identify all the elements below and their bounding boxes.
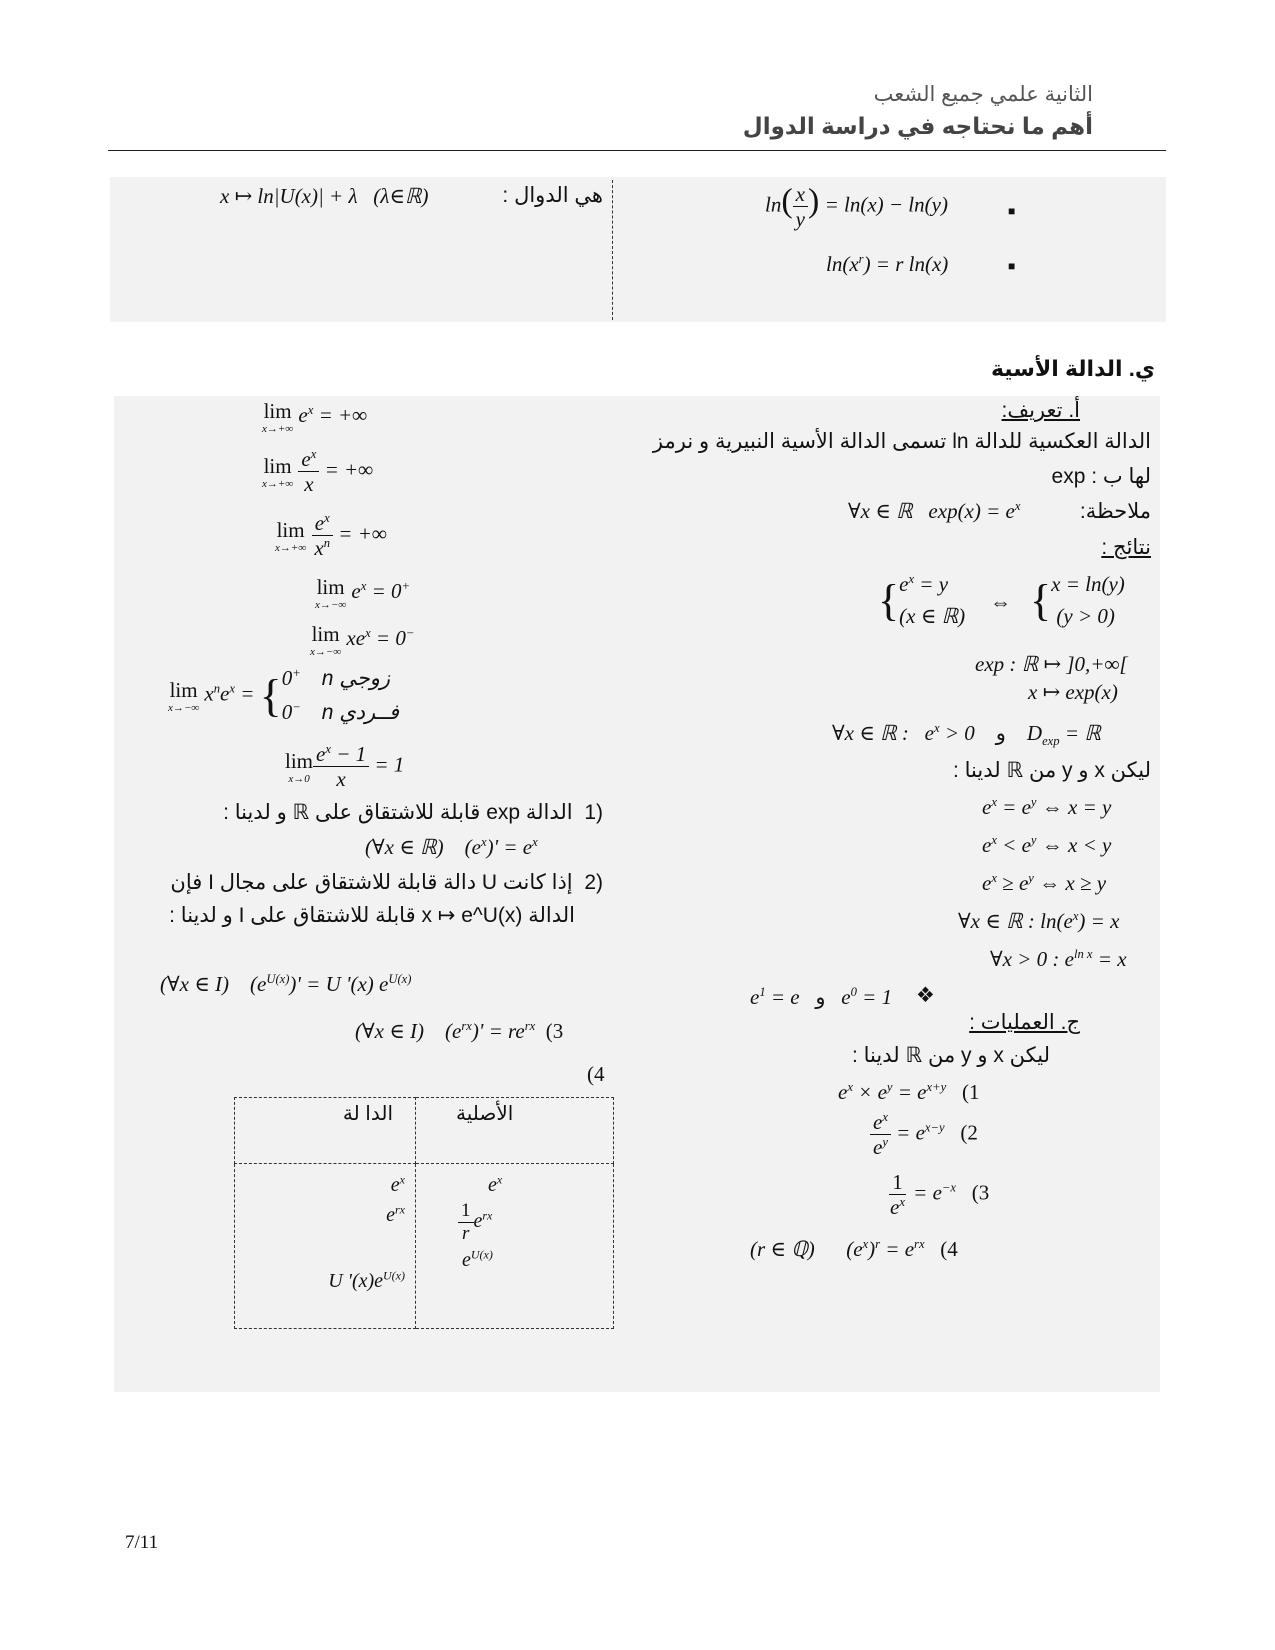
property-equal: $e^x = e^y$ ⇔ x = y (982, 795, 1112, 819)
operations-heading: ج. العمليات : (969, 1011, 1080, 1034)
note-formula: ∀x ∈ ℝ $\exp(x) = e^x$ (848, 499, 1021, 523)
operation-power: (r ∈ ℚ) $(e^x)^r = e^{rx}$ (4 (750, 1237, 958, 1261)
property-less: $e^x < e^y$ ⇔ x < y (982, 833, 1112, 857)
limit-exp-over-x: lim x→+∞ $\frac{e^x}{x}$ = +∞ (262, 447, 374, 497)
property-ln-exp: ∀x ∈ ℝ : $\ln(e^x) = x$ (958, 909, 1120, 933)
results-heading: نتائج : (1101, 536, 1151, 559)
odd-label: فــردي (339, 700, 399, 724)
table-header-primitive: الأصلية (416, 1098, 614, 1164)
derivative-3-formula: (∀x ∈ I) $(e^{rx})' = re^{rx}$ (3 (355, 1019, 564, 1043)
definition-line-2: لها ب : exp (1051, 465, 1151, 488)
operations-let: ليكن x و y من ℝ لدينا : (851, 1044, 1050, 1067)
section-title: ي. الدالة الأسية (990, 356, 1155, 381)
page-number: 7/11 (125, 1532, 159, 1553)
table-header-function: الدا لة (235, 1098, 416, 1164)
derivative-2-text-2: الدالة x ↦ e^U(x) قابلة للاشتقاق على I و لدينا : (169, 904, 575, 927)
derivative-2-formula: (∀x ∈ I) $(e^{U(x)})' = U$ '(x) $e^{U(x)}$ (160, 972, 412, 996)
operation-inverse: $\frac{1}{e^x}$ = $e^{-x}$ (3 (890, 1170, 990, 1220)
operation-product: $e^x \times e^y = e^{x+y}$ (1 (838, 1080, 980, 1104)
limit-exp-minus-one-over-x: lim x→0 $\frac{e^x - 1}{x}$ = 1 (285, 742, 405, 792)
operation-quotient: $\frac{e^x}{e^y}$ = $e^{x-y}$ (2 (870, 1110, 978, 1159)
limit-xn-exp-minus-inf: lim x→−∞ $x^ne^x = \{0^+$ n زوجي 0− n فــردي (168, 666, 399, 724)
primitives-table (234, 1097, 614, 1329)
derivative-4-label: (4 (587, 1062, 605, 1086)
property-exp-ln: ∀x > 0 : $e^{ln x} = x$ (990, 947, 1127, 971)
equivalence-left: {$e^x = y$ (x ∈ ℝ) (878, 572, 966, 628)
definition-heading: أ. تعريف: (1001, 399, 1080, 422)
bullet-icon: ■ (1008, 259, 1016, 273)
primitive-label: هي الدوال : (502, 184, 603, 207)
bullet-icon: ■ (1008, 204, 1016, 218)
let-statement: ليكن x و y من ℝ لدينا : (952, 759, 1151, 782)
derivative-1-formula: (∀x ∈ ℝ) $(e^x)' = e^x$ (365, 835, 538, 859)
diamond-icon: ❖ (916, 983, 935, 1007)
exp-map-rule: x ↦ exp(x) (1028, 680, 1118, 704)
column-divider (612, 180, 613, 320)
limit-x-exp-minus-inf: lim x→−∞ $xe^x = 0^-$ (310, 622, 415, 658)
exp-positivity: ∀x ∈ ℝ : $e^x > 0$ و $D_{exp}$ = ℝ (832, 721, 1101, 749)
exp-map: exp : ℝ ↦ ]0,+∞[ (975, 652, 1128, 676)
limit-exp-over-xn: lim x→+∞ $\frac{e^x}{x^n}$ = +∞ (275, 511, 387, 561)
note-label: ملاحظة: (1079, 500, 1151, 523)
equivalence-arrow: ⇔ (990, 590, 1011, 614)
special-values: $e^1 = e$ و $e^0 = 1$ (750, 985, 893, 1009)
limit-exp-plus-inf: lim x→+∞ $e^x$ = +∞ (262, 399, 368, 435)
even-label: زوجي (339, 667, 391, 690)
log-quotient-formula: ln( $\frac{x}{y}$ ) = ln(x) − ln(y) (765, 182, 948, 232)
equivalence-right: {x = ln(y) (y > 0) (1030, 572, 1125, 628)
derivative-1-text: (1 الدالة exp قابلة للاشتقاق على ℝ و لدينا : (223, 801, 603, 824)
primitive-formula: x ↦ ln|U(x)| + λ (λ∈ℝ) (220, 184, 429, 208)
definition-line-1: الدالة العكسية للدالة ln تسمى الدالة الأسية النبيرية و نرمز (652, 430, 1151, 453)
header-subtitle: الثانية علمي جميع الشعب (873, 83, 1093, 106)
log-power-formula: $\ln(x^r) = r$ ln(x) (826, 252, 949, 276)
header-divider (108, 150, 1166, 151)
derivative-2-text-1: (2 إذا كانت U دالة قابلة للاشتقاق على مجال I فإن (170, 871, 603, 894)
table-function-column: $e^x$ $e^{rx}$ U '$(x)e^{U(x)}$ (235, 1164, 416, 1329)
limit-exp-minus-inf: lim x→−∞ $e^x = 0^+$ (315, 575, 410, 611)
table-primitive-column: $e^x$ $\frac{1}{r}$ $e^{rx}$ $e^{U(x)}$ (416, 1164, 614, 1329)
header-title: أهم ما نحتاجه في دراسة الدوال (742, 113, 1093, 139)
property-geq: $e^x \ge e^y$ ⇔ x ≥ y (982, 871, 1107, 895)
